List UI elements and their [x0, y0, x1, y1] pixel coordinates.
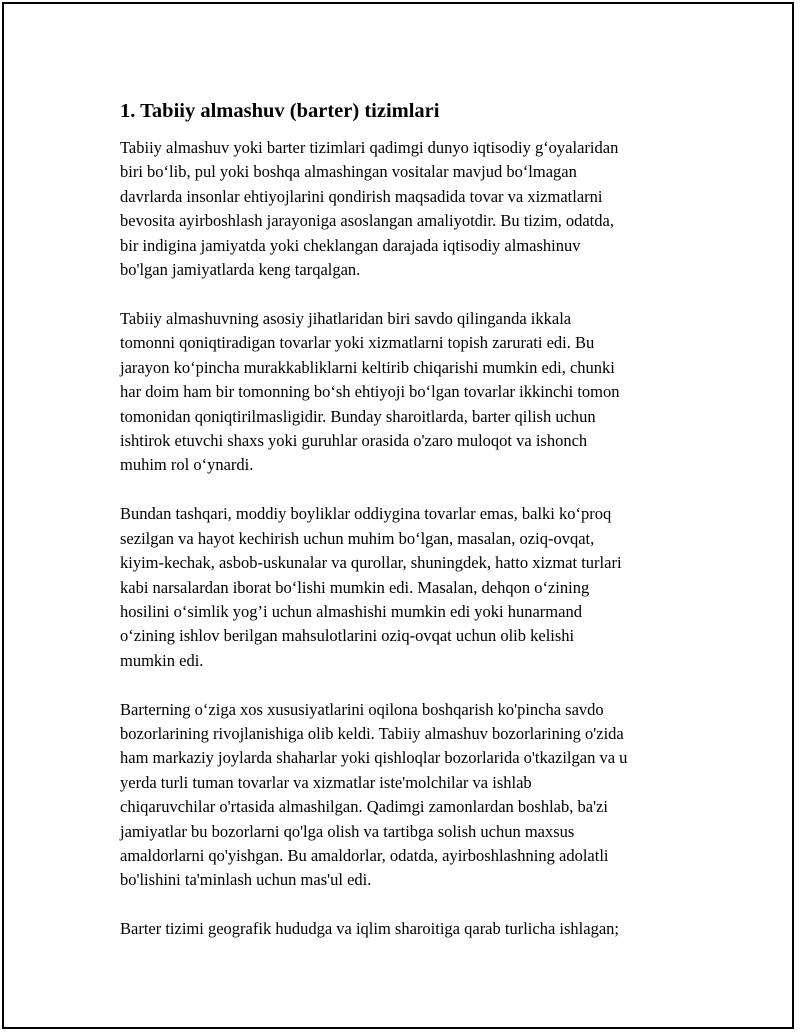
text-line: ishtirok etuvchi shaxs yoki guruhlar orasida o'zaro muloqot va ishonch — [120, 430, 588, 450]
text-line: Barter tizimi geografik hududga va iqlim sharoitiga qarab turlicha ishlagan; — [120, 919, 619, 939]
text-line: jarayon ko‘pincha murakkabliklarni keltirib chiqarishi mumkin edi, chunki — [120, 357, 615, 377]
text-line: Barterning o‘ziga xos xususiyatlarini oqilona boshqarish ko'pincha savdo — [120, 699, 604, 719]
text-line: kiyim-kechak, asbob-uskunalar va qurollar, shuningdek, hatto xizmat turlari — [120, 553, 622, 573]
document-content — [120, 96, 695, 966]
paragraph-1 — [120, 136, 695, 282]
text-line: ham markaziy joylarda shaharlar yoki qishloqlar bozorlarida o'tkazilgan va u — [120, 748, 628, 768]
text-line: tomonidan qoniqtirilmasligidir. Bunday sharoitlarda, barter qilish uchun — [120, 406, 596, 426]
paragraph-3 — [120, 502, 695, 673]
text-line: kabi narsalardan iborat bo‘lishi mumkin edi. Masalan, dehqon o‘zining — [120, 577, 590, 597]
text-line: Tabiiy almashuvning asosiy jihatlaridan biri savdo qilinganda ikkala — [120, 308, 572, 328]
paragraph-5 — [120, 917, 695, 941]
text-line: bo'lishini ta'minlash uchun mas'ul edi. — [120, 870, 372, 890]
text-line: jamiyatlar bu bozorlarni qo'lga olish va tartibga solish uchun maxsus — [120, 821, 575, 841]
text-line: Tabiiy almashuv yoki barter tizimlari qadimgi dunyo iqtisodiy g‘oyalaridan — [120, 138, 619, 157]
text-line: biri bo‘lib, pul yoki boshqa almashingan vositalar mavjud bo‘lmagan — [120, 162, 577, 182]
text-line: davrlarda insonlar ehtiyojlarini qondirish maqsadida tovar va xizmatlarni — [120, 186, 603, 206]
text-line: bo'lgan jamiyatlarda keng tarqalgan. — [120, 260, 361, 280]
paragraph-2 — [120, 307, 695, 478]
text-line: Bundan tashqari, moddiy boyliklar oddiygina tovarlar emas, balki ko‘proq — [120, 504, 612, 524]
text-line: chiqaruvchilar o'rtasida almashilgan. Qadimgi zamonlardan boshlab, ba'zi — [120, 797, 608, 817]
text-line: muhim rol o‘ynardi. — [120, 455, 254, 475]
document-page — [2, 2, 794, 1029]
text-line: tomonni qoniqtiradigan tovarlar yoki xizmatlarni topish zarurati edi. Bu — [120, 333, 595, 353]
text-line: sezilgan va hayot kechirish uchun muhim bo‘lgan, masalan, oziq-ovqat, — [120, 528, 595, 548]
section-heading: 1. Tabiiy almashuv (barter) tizimlari — [120, 100, 440, 122]
text-line: o‘zining ishlov berilgan mahsulotlarini oziq-ovqat uchun olib kelishi — [120, 626, 575, 646]
text-line: amaldorlarni qo'yishgan. Bu amaldorlar, odatda, ayirboshlashning adolatli — [120, 846, 609, 866]
text-line: har doim ham bir tomonning bo‘sh ehtiyoji bo‘lgan tovarlar ikkinchi tomon — [120, 382, 620, 402]
text-line: mumkin edi. — [120, 650, 204, 670]
text-line: bozorlarining rivojlanishiga olib keldi. Tabiiy almashuv bozorlarining o'zida — [120, 724, 624, 744]
text-line: hosilini o‘simlik yog’i uchun almashishi mumkin edi yoki hunarmand — [120, 601, 582, 621]
text-line: bir indigina jamiyatda yoki cheklangan darajada iqtisodiy almashinuv — [120, 235, 581, 255]
paragraph-4 — [120, 698, 695, 893]
text-line: yerda turli tuman tovarlar va xizmatlar iste'molchilar va ishlab — [120, 772, 532, 792]
text-line: bevosita ayirboshlash jarayoniga asoslangan amaliyotdir. Bu tizim, odatda, — [120, 211, 614, 231]
